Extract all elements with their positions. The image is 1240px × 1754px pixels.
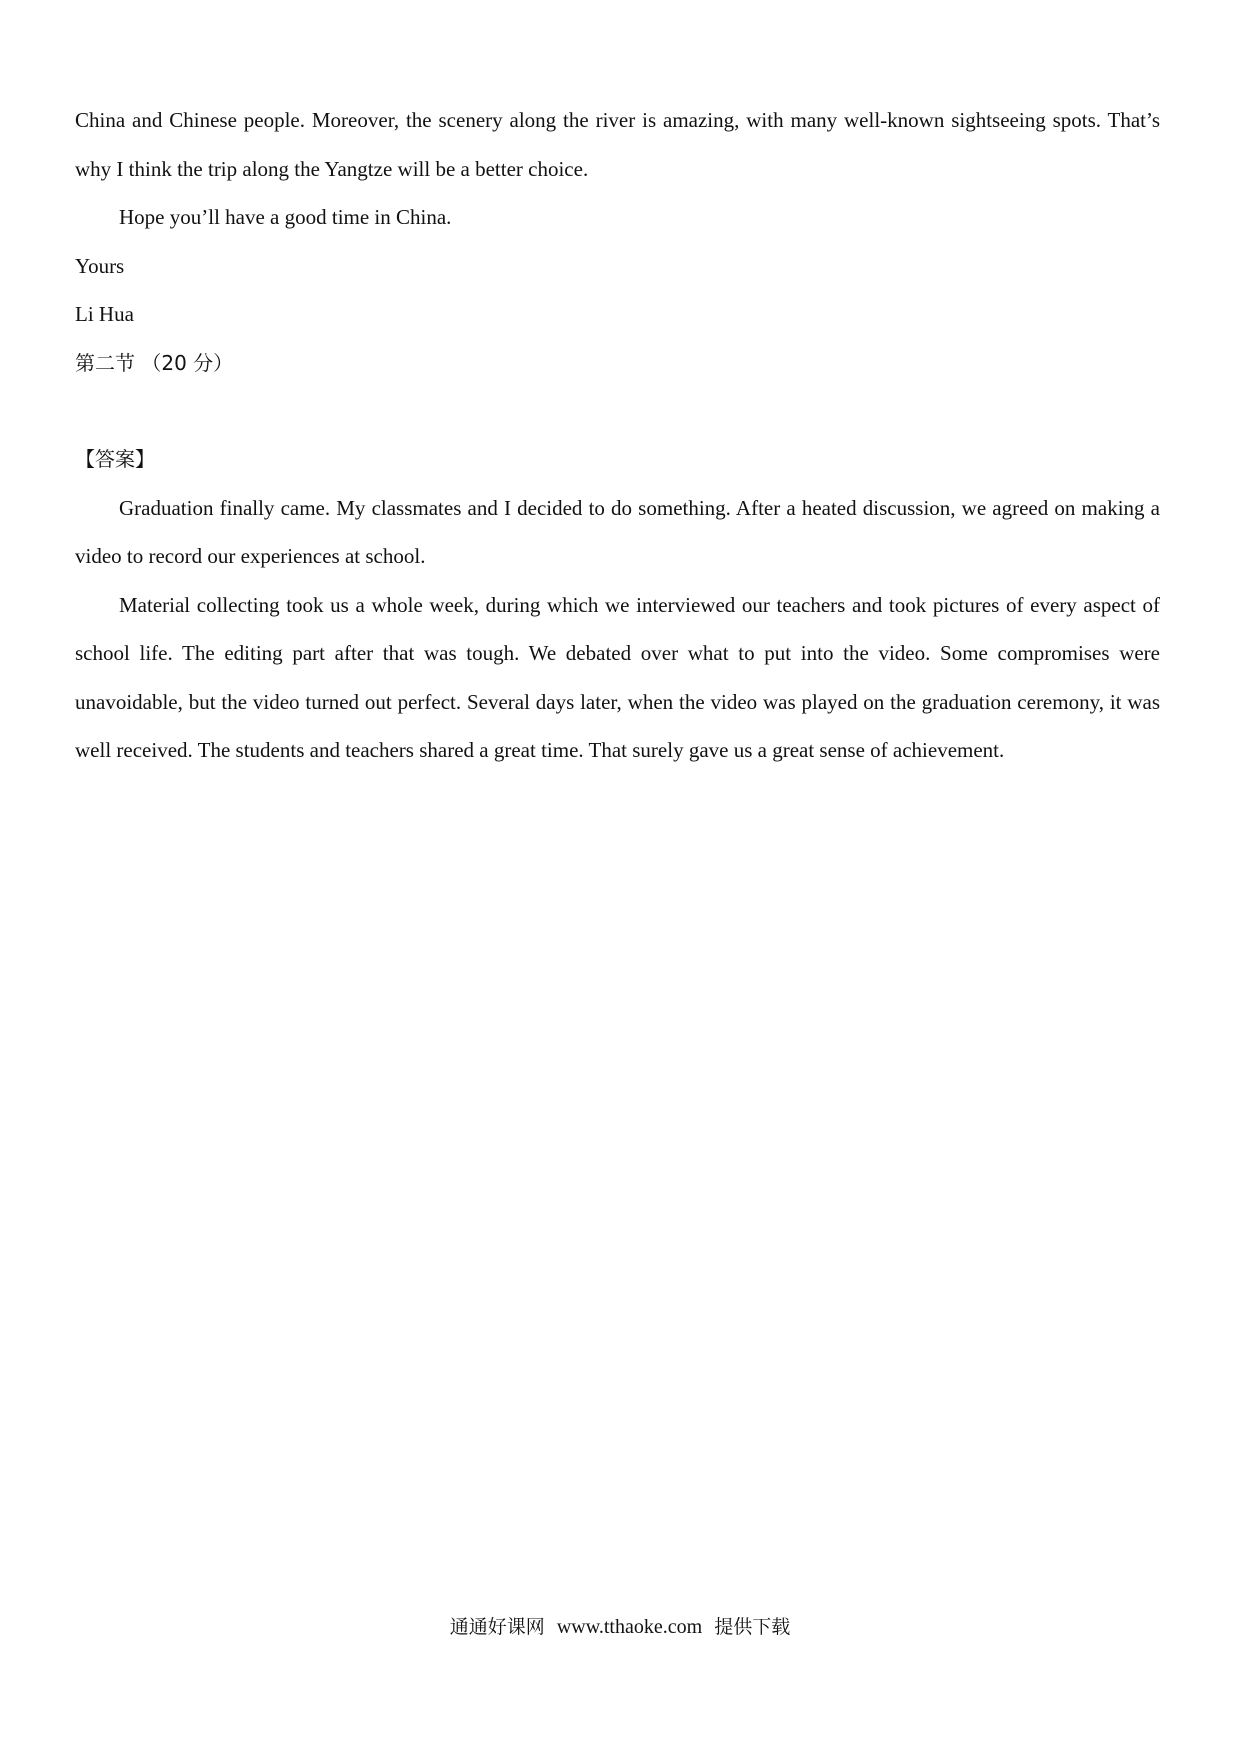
section-heading: 第二节 （20 分） <box>75 350 234 375</box>
answer-paragraph-2: Material collecting took us a whole week, during which we interviewed our teachers and took pictures of every aspect of school life. The editing part after that was tough. We debated over what to put into the video. Some compromises were unavoidable, but the video turned out perfect. Several days later, when the video was played on the graduation ceremony, it was well received. The students and teachers shared a great time. That surely gave us a great sense of achievement. <box>75 592 1160 762</box>
footer-url: www.tthaoke.com <box>556 1616 703 1638</box>
document-body <box>75 96 1160 775</box>
spacer <box>75 387 1160 435</box>
letter-closing-wish: Hope you’ll have a good time in China. <box>119 205 452 229</box>
answer-tag: 【答案】 <box>75 447 155 471</box>
footer-site-name: 通通好课网 <box>449 1616 545 1638</box>
page-footer <box>0 1612 1240 1639</box>
letter-paragraph-end: China and Chinese people. Moreover, the scenery along the river is amazing, with many well-known sightseeing spots. That’s why I think the trip along the Yangtze will be a better choice. <box>75 108 1160 181</box>
letter-signature: Li Hua <box>75 302 134 326</box>
answer-paragraph-1: Graduation finally came. My classmates and I decided to do something. After a heated discussion, we agreed on making a video to record our experiences at school. <box>75 495 1160 568</box>
letter-sign-off: Yours <box>75 253 125 278</box>
footer-provider-text: 提供下载 <box>714 1616 791 1638</box>
